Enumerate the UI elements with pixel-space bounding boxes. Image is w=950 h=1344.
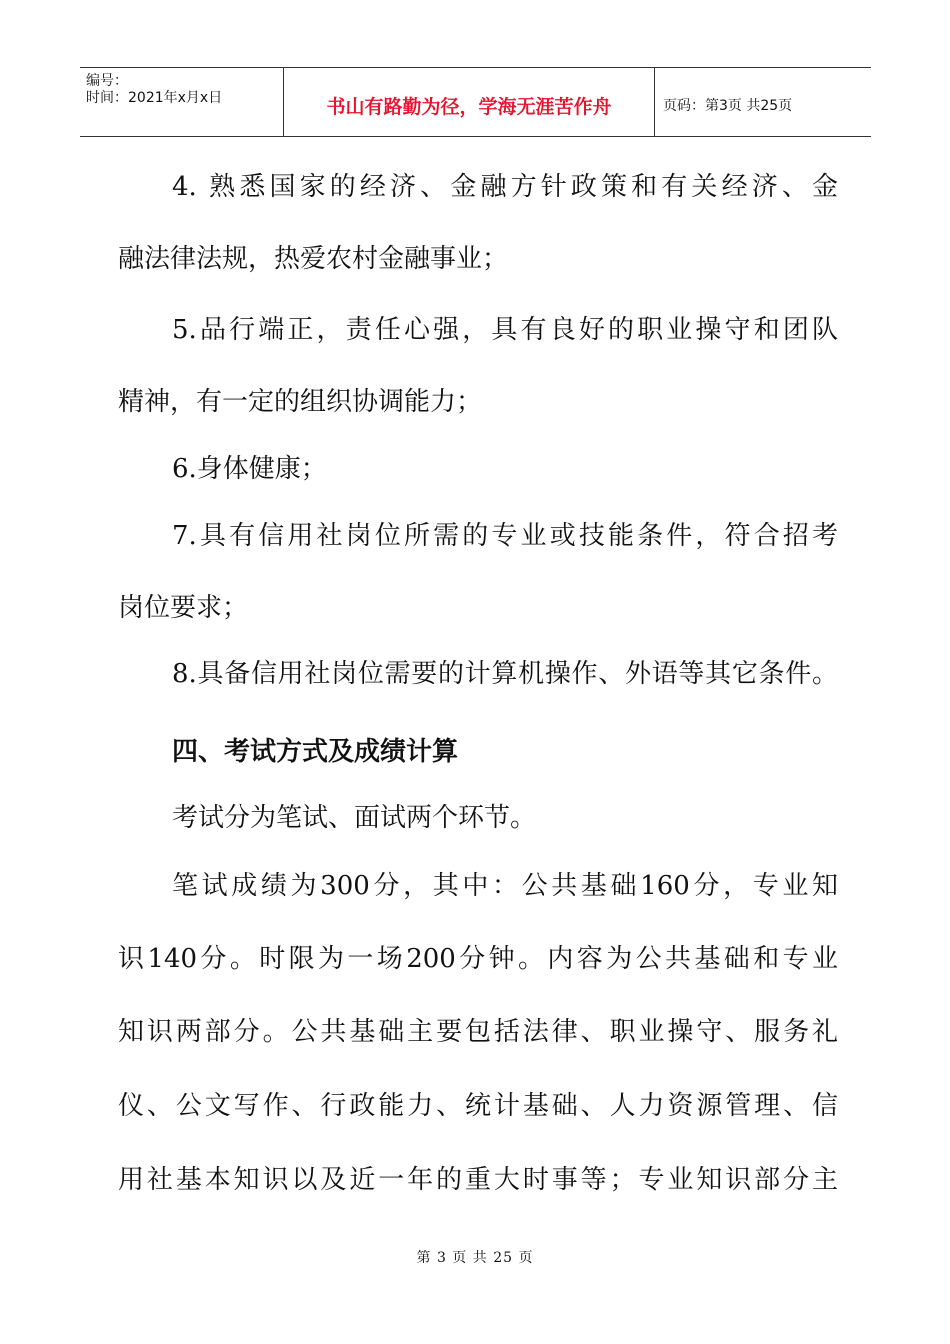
page-footer: 第 3 页 共 25 页 — [416, 1250, 534, 1266]
body-line: 融法律法规，热爱农村金融事业； — [118, 244, 509, 274]
body-line: 4. 熟悉国家的经济、金融方针政策和有关经济、金 — [172, 172, 838, 202]
body-line: 仪、公文写作、行政能力、统计基础、人力资源管理、信 — [118, 1091, 838, 1121]
header-page-code: 页码：第3页 共25页 — [663, 98, 793, 114]
body-line: 精神，有一定的组织协调能力； — [118, 387, 483, 417]
body-line: 识140分。时限为一场200分钟。内容为公共基础和专业 — [118, 944, 838, 974]
body-line: 岗位要求； — [118, 593, 249, 623]
body-line: 笔试成绩为300分，其中：公共基础160分，专业知 — [172, 871, 838, 901]
body-line: 知识两部分。公共基础主要包括法律、职业操守、服务礼 — [118, 1017, 838, 1047]
body-line: 考试分为笔试、面试两个环节。 — [172, 803, 537, 833]
body-line: 6.身体健康； — [172, 454, 327, 484]
body-line: 用社基本知识以及近一年的重大时事等；专业知识部分主 — [118, 1165, 838, 1195]
header-info-cell — [80, 68, 284, 136]
body-line: 5.品行端正，责任心强，具有良好的职业操守和团队 — [172, 315, 838, 345]
time-label: 时间：2021年x月x日 — [86, 90, 223, 106]
number-label: 编号： — [86, 73, 128, 89]
header-motto: 书山有路勤为径，学海无涯苦作舟 — [284, 68, 655, 136]
section-heading: 四、考试方式及成绩计算 — [172, 737, 459, 767]
document-header — [80, 67, 871, 137]
body-line: 8.具备信用社岗位需要的计算机操作、外语等其它条件。 — [172, 659, 838, 689]
body-line: 7.具有信用社岗位所需的专业或技能条件，符合招考 — [172, 521, 838, 551]
